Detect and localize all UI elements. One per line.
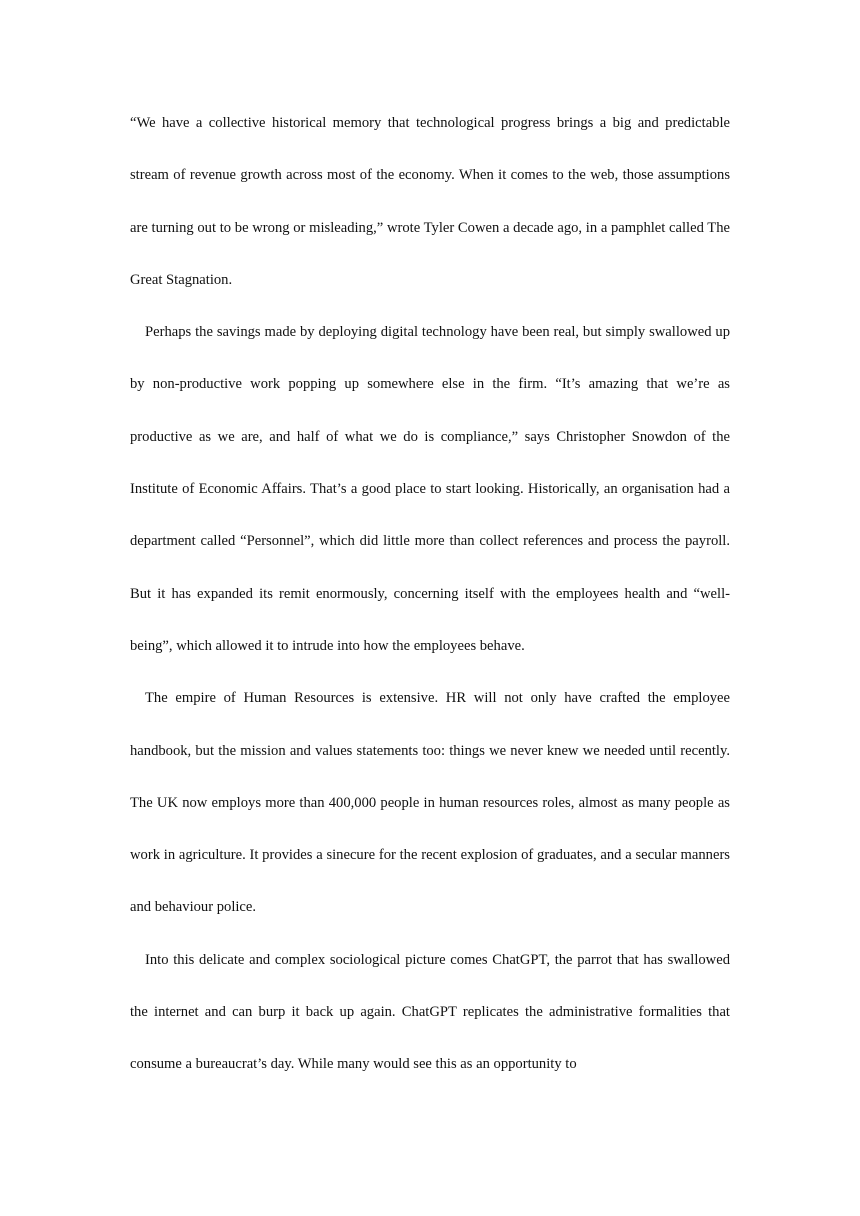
- document-page: [130, 97, 730, 1091]
- paragraph-human-resources: The empire of Human Resources is extensive. HR will not only have crafted the employee handbook, but the mission and values statements too: things we never knew we needed until recently. The UK now employs more than 400,000 people in human resources roles, almost as many people as work in agriculture. It provides a sinecure for the recent explosion of graduates, and a secular manners and behaviour police.: [130, 690, 730, 916]
- paragraph-digital-savings: Perhaps the savings made by deploying digital technology have been real, but simply swallowed up by non-productive work popping up somewhere else in the firm. “It’s amazing that we’re as productive as we are, and half of what we do is compliance,” says Christopher Snowdon of the Institute of Economic Affairs. That’s a good place to start looking. Historically, an organisation had a department called “Personnel”, which did little more than collect references and process the payroll. But it has expanded its remit enormously, concerning itself with the employees health and “well-being”, which allowed it to intrude into how the employees behave.: [130, 324, 730, 654]
- paragraph-chatgpt: Into this delicate and complex sociological picture comes ChatGPT, the parrot that has swallowed the internet and can burp it back up again. ChatGPT replicates the administrative formalities that consume a bureaucrat’s day. While many would see this as an opportunity to: [130, 951, 730, 1073]
- paragraph-cowen-quote: “We have a collective historical memory that technological progress brings a big and predictable stream of revenue growth across most of the economy. When it comes to the web, those assumptions are turning out to be wrong or misleading,” wrote Tyler Cowen a decade ago, in a pamphlet called The Great Stagnation.: [130, 115, 730, 288]
